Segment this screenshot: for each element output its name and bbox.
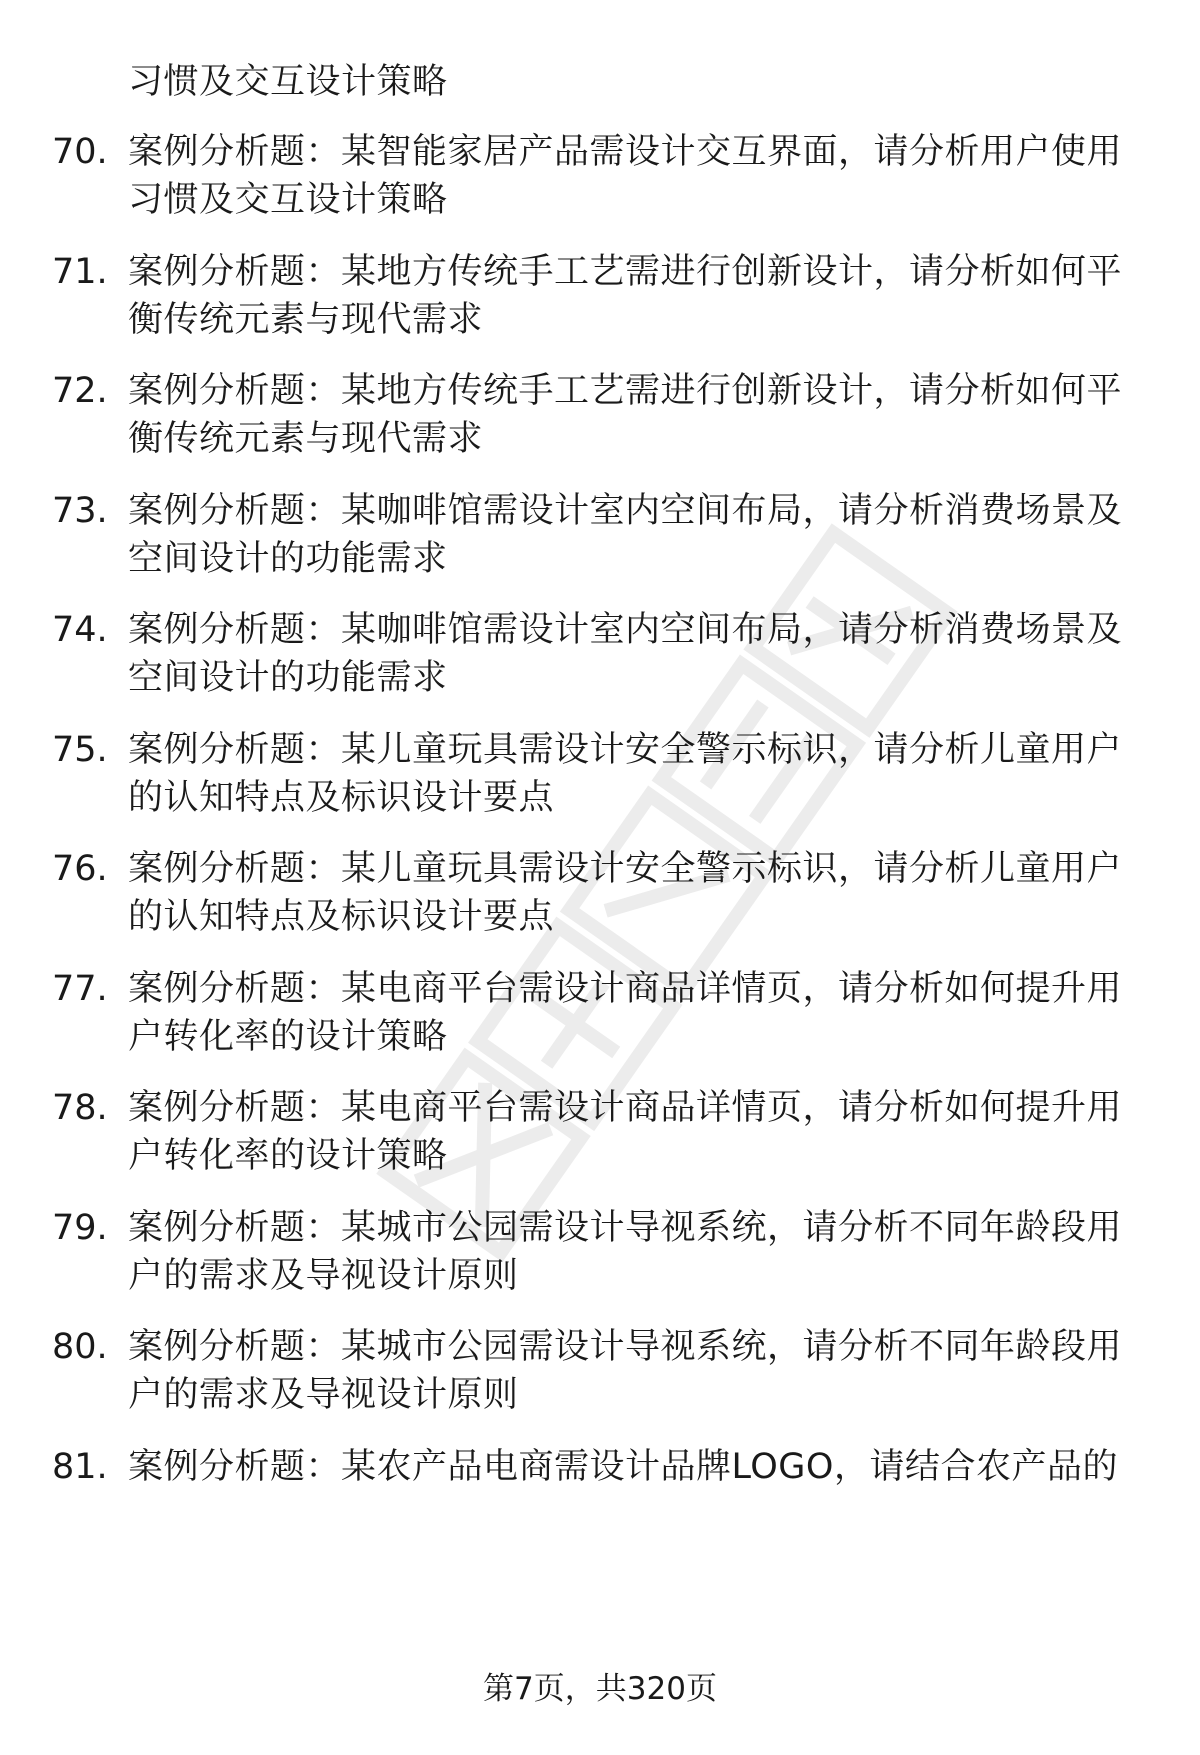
question-text [128, 1084, 1138, 1180]
question-text-line: 习惯及交互设计策略 [128, 180, 448, 220]
question-text-line: 案例分析题：某咖啡馆需设计室内空间布局，请分析消费场景及 [128, 610, 1123, 650]
question-number: 80. [52, 1327, 108, 1367]
question-number: 73. [52, 491, 108, 531]
question-text-line: 户转化率的设计策略 [128, 1136, 448, 1176]
question-text [128, 487, 1138, 583]
question-text [128, 965, 1138, 1061]
question-number: 70. [52, 132, 108, 172]
question-text-line: 衡传统元素与现代需求 [128, 419, 484, 459]
question-text-line: 户转化率的设计策略 [128, 1017, 448, 1057]
question-text-line: 衡传统元素与现代需求 [128, 300, 484, 340]
question-number: 75. [52, 730, 108, 770]
question-text-line: 案例分析题：某儿童玩具需设计安全警示标识，请分析儿童用户 [128, 849, 1123, 889]
question-text-line: 案例分析题：某地方传统手工艺需进行创新设计，请分析如何平 [128, 371, 1123, 411]
continuation-line: 习惯及交互设计策略 [128, 62, 448, 102]
question-text-line: 案例分析题：某农产品电商需设计品牌LOGO，请结合农产品的 [128, 1447, 1118, 1487]
question-text [128, 606, 1138, 702]
question-text [128, 1204, 1138, 1300]
question-text-line: 案例分析题：某儿童玩具需设计安全警示标识，请分析儿童用户 [128, 730, 1123, 770]
question-text [128, 726, 1138, 822]
question-text-line: 的认知特点及标识设计要点 [128, 778, 555, 818]
question-number: 81. [52, 1447, 108, 1487]
question-number: 76. [52, 849, 108, 889]
question-text [128, 248, 1138, 344]
question-number: 78. [52, 1088, 108, 1128]
question-text [128, 128, 1138, 224]
question-text-line: 案例分析题：某地方传统手工艺需进行创新设计，请分析如何平 [128, 252, 1123, 292]
question-text-line: 空间设计的功能需求 [128, 658, 448, 698]
question-text-line: 空间设计的功能需求 [128, 539, 448, 579]
question-text-line: 户的需求及导视设计原则 [128, 1375, 519, 1415]
question-text-line: 的认知特点及标识设计要点 [128, 897, 555, 937]
question-text [128, 1323, 1138, 1419]
question-text-line: 案例分析题：某智能家居产品需设计交互界面，请分析用户使用 [128, 132, 1123, 172]
question-text [128, 367, 1138, 463]
question-number: 77. [52, 969, 108, 1009]
question-text [128, 1443, 1138, 1491]
question-text-line: 案例分析题：某城市公园需设计导视系统，请分析不同年龄段用 [128, 1208, 1123, 1248]
question-text-line: 案例分析题：某电商平台需设计商品详情页，请分析如何提升用 [128, 1088, 1123, 1128]
question-text [128, 845, 1138, 941]
question-text-line: 案例分析题：某咖啡馆需设计室内空间布局，请分析消费场景及 [128, 491, 1123, 531]
question-number: 72. [52, 371, 108, 411]
question-number: 79. [52, 1208, 108, 1248]
question-text-line: 案例分析题：某电商平台需设计商品详情页，请分析如何提升用 [128, 969, 1123, 1009]
question-number: 71. [52, 252, 108, 292]
question-text-line: 户的需求及导视设计原则 [128, 1256, 519, 1296]
question-number: 74. [52, 610, 108, 650]
page-footer: 第7页，共320页 [483, 1671, 717, 1707]
question-text-line: 案例分析题：某城市公园需设计导视系统，请分析不同年龄段用 [128, 1327, 1123, 1367]
